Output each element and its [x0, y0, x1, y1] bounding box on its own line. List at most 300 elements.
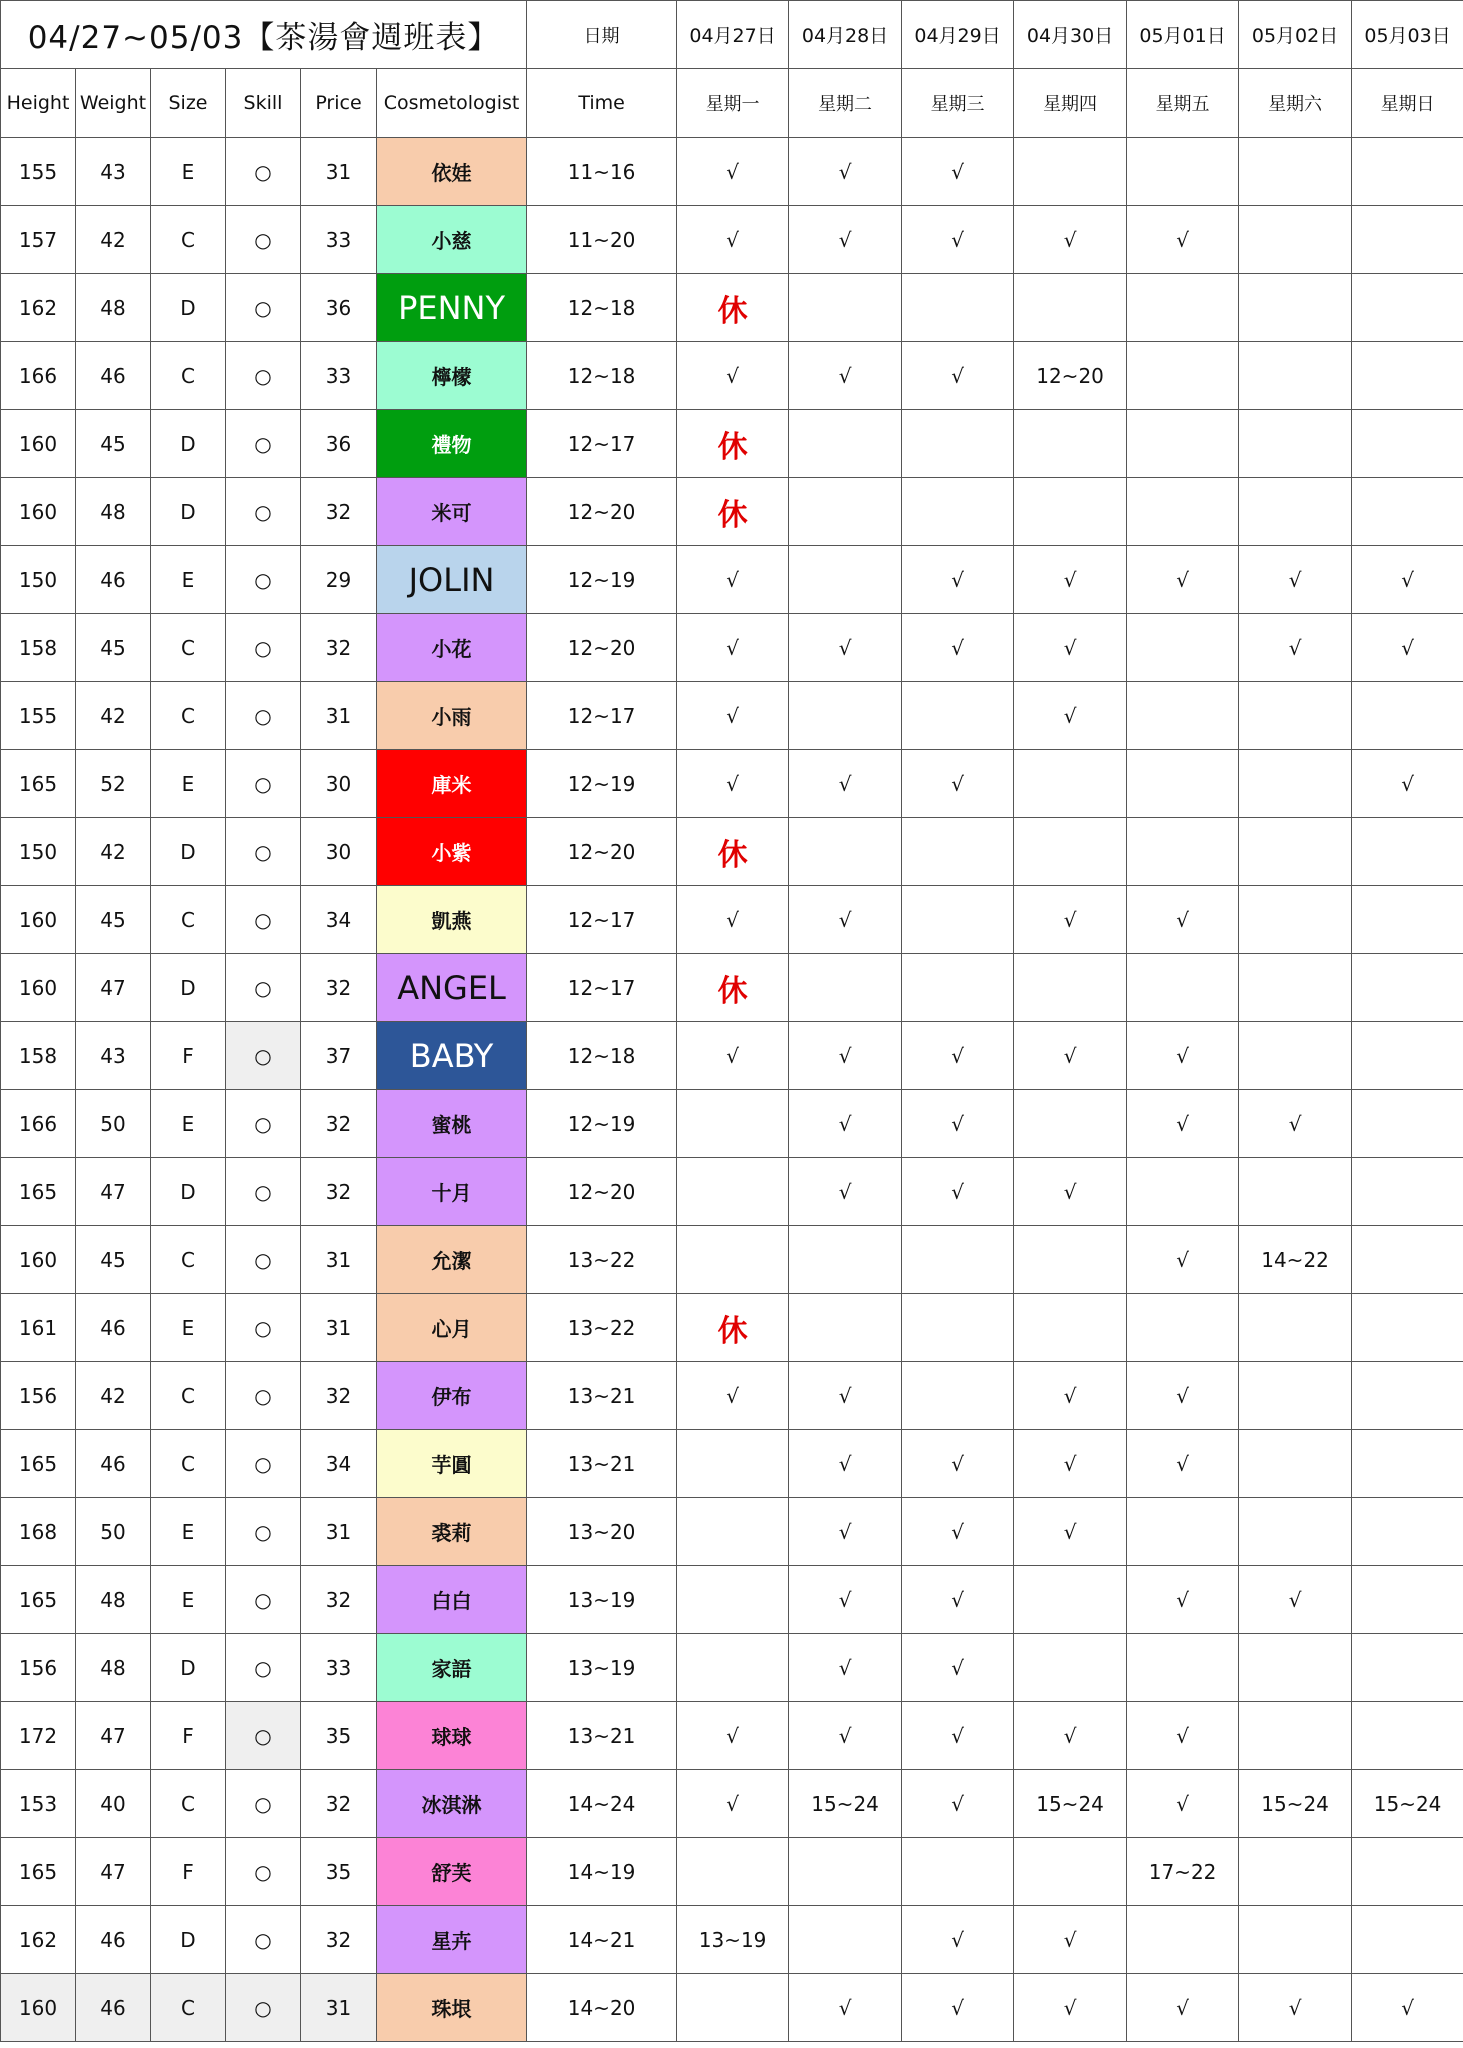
- day-cell: √: [789, 138, 902, 206]
- size-cell: C: [151, 1226, 226, 1294]
- weight-cell: 48: [76, 478, 151, 546]
- day-cell: [1014, 954, 1127, 1022]
- cosmetologist-name: 舒芙: [377, 1838, 527, 1906]
- height-cell: 156: [1, 1362, 76, 1430]
- weight-cell: 52: [76, 750, 151, 818]
- price-cell: 31: [301, 1226, 377, 1294]
- table-row: [1, 1498, 1463, 1566]
- day-cell: [902, 886, 1014, 954]
- table-row: [1, 478, 1463, 546]
- size-cell: D: [151, 1906, 226, 1974]
- table-row: [1, 1090, 1463, 1158]
- height-cell: 168: [1, 1498, 76, 1566]
- size-cell: D: [151, 1158, 226, 1226]
- day-cell: √: [1014, 1022, 1127, 1090]
- day-cell: [1352, 818, 1463, 886]
- day-cell: [1014, 1294, 1127, 1362]
- size-cell: E: [151, 1566, 226, 1634]
- table-row: [1, 682, 1463, 750]
- day-cell: [1014, 478, 1127, 546]
- day-cell: √: [1014, 1362, 1127, 1430]
- size-cell: C: [151, 1430, 226, 1498]
- day-cell: √: [902, 138, 1014, 206]
- weight-cell: 42: [76, 818, 151, 886]
- price-cell: 33: [301, 1634, 377, 1702]
- size-cell: F: [151, 1838, 226, 1906]
- size-cell: C: [151, 886, 226, 954]
- day-cell: [902, 478, 1014, 546]
- day-cell: [1014, 1090, 1127, 1158]
- height-cell: 165: [1, 750, 76, 818]
- day-cell: [1239, 750, 1352, 818]
- day-cell: √: [677, 342, 789, 410]
- size-cell: C: [151, 1362, 226, 1430]
- day-cell: [1352, 342, 1463, 410]
- height-cell: 160: [1, 954, 76, 1022]
- day-cell: √: [1014, 1974, 1127, 2042]
- day-cell: [1352, 1090, 1463, 1158]
- day-cell: [1239, 1702, 1352, 1770]
- day-cell: [1014, 138, 1127, 206]
- day-cell: [1239, 1498, 1352, 1566]
- size-cell: E: [151, 1294, 226, 1362]
- cosmetologist-name: 家語: [377, 1634, 527, 1702]
- time-cell: 12~18: [527, 274, 677, 342]
- day-cell: [1352, 478, 1463, 546]
- time-cell: 14~20: [527, 1974, 677, 2042]
- cosmetologist-name: 允潔: [377, 1226, 527, 1294]
- price-cell: 31: [301, 1498, 377, 1566]
- table-row: [1, 1906, 1463, 1974]
- day-cell: √: [677, 1702, 789, 1770]
- weight-cell: 50: [76, 1090, 151, 1158]
- weekday-header: 星期四: [1014, 69, 1127, 138]
- day-cell: [677, 1090, 789, 1158]
- price-cell: 37: [301, 1022, 377, 1090]
- skill-cell: ○: [226, 1566, 301, 1634]
- height-cell: 162: [1, 274, 76, 342]
- cosmetologist-name: 庫米: [377, 750, 527, 818]
- price-cell: 32: [301, 954, 377, 1022]
- height-cell: 166: [1, 1090, 76, 1158]
- price-cell: 31: [301, 1974, 377, 2042]
- time-cell: 12~19: [527, 750, 677, 818]
- table-row: [1, 1362, 1463, 1430]
- price-cell: 32: [301, 1362, 377, 1430]
- time-cell: 14~21: [527, 1906, 677, 1974]
- table-row: [1, 750, 1463, 818]
- day-cell: [902, 410, 1014, 478]
- cosmetologist-name: 檸檬: [377, 342, 527, 410]
- table-row: [1, 342, 1463, 410]
- day-cell: [1352, 274, 1463, 342]
- day-cell: 休: [677, 410, 789, 478]
- day-cell: √: [789, 1090, 902, 1158]
- day-cell: [1127, 954, 1239, 1022]
- skill-cell: ○: [226, 1430, 301, 1498]
- day-cell: √: [1014, 614, 1127, 682]
- day-cell: [1014, 410, 1127, 478]
- time-cell: 12~18: [527, 342, 677, 410]
- day-cell: [902, 274, 1014, 342]
- weight-cell: 40: [76, 1770, 151, 1838]
- day-cell: [1014, 1226, 1127, 1294]
- date-header: 05月03日: [1352, 1, 1463, 69]
- cosmetologist-name: 冰淇淋: [377, 1770, 527, 1838]
- day-cell: √: [1014, 1906, 1127, 1974]
- cosmetologist-name: 心月: [377, 1294, 527, 1362]
- skill-cell: ○: [226, 1702, 301, 1770]
- time-cell: 13~22: [527, 1294, 677, 1362]
- day-cell: [789, 1838, 902, 1906]
- height-cell: 165: [1, 1430, 76, 1498]
- time-cell: 12~18: [527, 1022, 677, 1090]
- time-cell: 14~24: [527, 1770, 677, 1838]
- height-cell: 150: [1, 546, 76, 614]
- cosmetologist-name: 白白: [377, 1566, 527, 1634]
- day-cell: [1352, 1498, 1463, 1566]
- price-cell: 32: [301, 1158, 377, 1226]
- height-cell: 160: [1, 410, 76, 478]
- day-cell: [1352, 206, 1463, 274]
- day-cell: √: [1127, 1770, 1239, 1838]
- day-cell: √: [789, 1566, 902, 1634]
- skill-cell: ○: [226, 1158, 301, 1226]
- day-cell: [1352, 1838, 1463, 1906]
- day-cell: [1352, 1906, 1463, 1974]
- day-cell: √: [1014, 886, 1127, 954]
- cosmetologist-name: 蜜桃: [377, 1090, 527, 1158]
- size-cell: D: [151, 1634, 226, 1702]
- table-row: [1, 1226, 1463, 1294]
- height-cell: 160: [1, 1226, 76, 1294]
- day-cell: [677, 1566, 789, 1634]
- skill-cell: ○: [226, 274, 301, 342]
- weight-cell: 47: [76, 1838, 151, 1906]
- height-cell: 158: [1, 614, 76, 682]
- day-cell: √: [1014, 206, 1127, 274]
- day-cell: √: [1127, 1430, 1239, 1498]
- day-cell: [1014, 750, 1127, 818]
- day-cell: √: [1127, 1022, 1239, 1090]
- time-cell: 12~17: [527, 682, 677, 750]
- weight-cell: 43: [76, 1022, 151, 1090]
- cosmetologist-name: 小雨: [377, 682, 527, 750]
- size-cell: F: [151, 1022, 226, 1090]
- price-cell: 35: [301, 1702, 377, 1770]
- day-cell: √: [902, 614, 1014, 682]
- skill-cell: ○: [226, 1838, 301, 1906]
- day-cell: [1352, 1226, 1463, 1294]
- size-cell: C: [151, 1974, 226, 2042]
- height-cell: 155: [1, 138, 76, 206]
- day-cell: [1014, 818, 1127, 886]
- day-cell: 13~19: [677, 1906, 789, 1974]
- day-cell: [1127, 1634, 1239, 1702]
- day-cell: [1127, 274, 1239, 342]
- size-cell: C: [151, 206, 226, 274]
- table-row: [1, 1566, 1463, 1634]
- weight-cell: 45: [76, 1226, 151, 1294]
- size-cell: D: [151, 410, 226, 478]
- column-header-weight: Weight: [76, 69, 151, 138]
- day-cell: √: [1352, 750, 1463, 818]
- cosmetologist-name: 球球: [377, 1702, 527, 1770]
- weight-cell: 42: [76, 1362, 151, 1430]
- weight-cell: 46: [76, 1430, 151, 1498]
- price-cell: 33: [301, 206, 377, 274]
- table-row: [1, 818, 1463, 886]
- day-cell: √: [677, 886, 789, 954]
- price-cell: 36: [301, 274, 377, 342]
- day-cell: [1127, 342, 1239, 410]
- price-cell: 32: [301, 1770, 377, 1838]
- price-cell: 30: [301, 750, 377, 818]
- cosmetologist-name: BABY: [377, 1022, 527, 1090]
- day-cell: 休: [677, 818, 789, 886]
- day-cell: √: [789, 1702, 902, 1770]
- skill-cell: ○: [226, 478, 301, 546]
- day-cell: √: [1352, 546, 1463, 614]
- day-cell: √: [677, 546, 789, 614]
- day-cell: [1239, 1022, 1352, 1090]
- price-cell: 34: [301, 1430, 377, 1498]
- height-cell: 153: [1, 1770, 76, 1838]
- price-cell: 31: [301, 1294, 377, 1362]
- day-cell: [1014, 1634, 1127, 1702]
- day-cell: [677, 1838, 789, 1906]
- price-cell: 32: [301, 1906, 377, 1974]
- day-cell: √: [902, 1566, 1014, 1634]
- day-cell: 休: [677, 478, 789, 546]
- day-cell: √: [902, 1702, 1014, 1770]
- header-row-columns: [1, 69, 1463, 138]
- weight-cell: 45: [76, 614, 151, 682]
- column-header-time: Time: [527, 69, 677, 138]
- time-cell: 13~19: [527, 1566, 677, 1634]
- cosmetologist-name: 十月: [377, 1158, 527, 1226]
- day-cell: √: [902, 1498, 1014, 1566]
- day-cell: √: [1127, 1566, 1239, 1634]
- height-cell: 160: [1, 886, 76, 954]
- day-cell: [1352, 886, 1463, 954]
- day-cell: √: [1014, 682, 1127, 750]
- time-cell: 12~20: [527, 818, 677, 886]
- day-cell: [1127, 138, 1239, 206]
- cosmetologist-name: 凱燕: [377, 886, 527, 954]
- day-cell: 15~24: [1014, 1770, 1127, 1838]
- height-cell: 156: [1, 1634, 76, 1702]
- skill-cell: ○: [226, 1090, 301, 1158]
- table-row: [1, 1974, 1463, 2042]
- table-row: [1, 614, 1463, 682]
- day-cell: [677, 1634, 789, 1702]
- day-cell: √: [902, 206, 1014, 274]
- day-cell: [789, 478, 902, 546]
- skill-cell: ○: [226, 886, 301, 954]
- price-cell: 32: [301, 614, 377, 682]
- skill-cell: ○: [226, 1770, 301, 1838]
- day-cell: √: [902, 1906, 1014, 1974]
- weight-cell: 46: [76, 342, 151, 410]
- cosmetologist-name: 小花: [377, 614, 527, 682]
- day-cell: [1239, 682, 1352, 750]
- skill-cell: ○: [226, 682, 301, 750]
- price-cell: 32: [301, 478, 377, 546]
- skill-cell: ○: [226, 1362, 301, 1430]
- weight-cell: 48: [76, 1566, 151, 1634]
- day-cell: [1352, 1566, 1463, 1634]
- day-cell: [1014, 1838, 1127, 1906]
- table-row: [1, 274, 1463, 342]
- day-cell: [1127, 410, 1239, 478]
- time-cell: 13~19: [527, 1634, 677, 1702]
- day-cell: 休: [677, 1294, 789, 1362]
- day-cell: √: [789, 750, 902, 818]
- day-cell: [902, 1226, 1014, 1294]
- day-cell: [902, 818, 1014, 886]
- time-cell: 11~16: [527, 138, 677, 206]
- weight-cell: 45: [76, 410, 151, 478]
- day-cell: √: [1127, 1974, 1239, 2042]
- day-cell: [1352, 954, 1463, 1022]
- height-cell: 155: [1, 682, 76, 750]
- day-cell: [1352, 1430, 1463, 1498]
- price-cell: 31: [301, 138, 377, 206]
- table-row: [1, 1702, 1463, 1770]
- table-row: [1, 1022, 1463, 1090]
- day-cell: [789, 682, 902, 750]
- time-cell: 12~19: [527, 1090, 677, 1158]
- day-cell: 休: [677, 954, 789, 1022]
- day-cell: √: [1014, 1498, 1127, 1566]
- day-cell: 14~22: [1239, 1226, 1352, 1294]
- day-cell: √: [677, 1362, 789, 1430]
- day-cell: √: [789, 1430, 902, 1498]
- price-cell: 29: [301, 546, 377, 614]
- size-cell: D: [151, 818, 226, 886]
- size-cell: D: [151, 954, 226, 1022]
- date-header: 04月30日: [1014, 1, 1127, 69]
- skill-cell: ○: [226, 614, 301, 682]
- day-cell: √: [902, 1158, 1014, 1226]
- day-cell: [789, 274, 902, 342]
- day-cell: √: [789, 1362, 902, 1430]
- size-cell: F: [151, 1702, 226, 1770]
- size-cell: E: [151, 138, 226, 206]
- weight-cell: 46: [76, 1294, 151, 1362]
- day-cell: [789, 818, 902, 886]
- day-cell: [1239, 818, 1352, 886]
- height-cell: 165: [1, 1566, 76, 1634]
- cosmetologist-name: PENNY: [377, 274, 527, 342]
- table-row: [1, 1770, 1463, 1838]
- column-header-skill: Skill: [226, 69, 301, 138]
- cosmetologist-name: 裘莉: [377, 1498, 527, 1566]
- time-cell: 13~21: [527, 1362, 677, 1430]
- day-cell: √: [1014, 1702, 1127, 1770]
- day-cell: [789, 546, 902, 614]
- table-row: [1, 1158, 1463, 1226]
- weekday-header: 星期六: [1239, 69, 1352, 138]
- skill-cell: ○: [226, 546, 301, 614]
- header-row-dates: [1, 1, 1463, 69]
- day-cell: √: [1239, 614, 1352, 682]
- height-cell: 158: [1, 1022, 76, 1090]
- day-cell: √: [789, 342, 902, 410]
- day-cell: [1127, 1158, 1239, 1226]
- day-cell: [1239, 886, 1352, 954]
- size-cell: E: [151, 1498, 226, 1566]
- column-header-height: Height: [1, 69, 76, 138]
- day-cell: [677, 1158, 789, 1226]
- cosmetologist-name: 小慈: [377, 206, 527, 274]
- day-cell: √: [677, 206, 789, 274]
- time-cell: 12~17: [527, 886, 677, 954]
- day-cell: √: [1239, 1566, 1352, 1634]
- table-row: [1, 1838, 1463, 1906]
- table-row: [1, 1430, 1463, 1498]
- day-cell: √: [1352, 614, 1463, 682]
- day-cell: [1239, 1634, 1352, 1702]
- day-cell: √: [902, 1634, 1014, 1702]
- day-cell: √: [1352, 1974, 1463, 2042]
- day-cell: √: [789, 1158, 902, 1226]
- day-cell: [1127, 682, 1239, 750]
- day-cell: [1352, 1702, 1463, 1770]
- height-cell: 160: [1, 1974, 76, 2042]
- time-cell: 11~20: [527, 206, 677, 274]
- day-cell: [1352, 1158, 1463, 1226]
- day-cell: √: [1127, 886, 1239, 954]
- cosmetologist-name: 小紫: [377, 818, 527, 886]
- day-cell: [1352, 1634, 1463, 1702]
- table-row: [1, 1634, 1463, 1702]
- skill-cell: ○: [226, 750, 301, 818]
- day-cell: [1352, 138, 1463, 206]
- time-cell: 12~17: [527, 410, 677, 478]
- day-cell: [1127, 750, 1239, 818]
- time-cell: 12~19: [527, 546, 677, 614]
- column-header-price: Price: [301, 69, 377, 138]
- skill-cell: ○: [226, 954, 301, 1022]
- day-cell: √: [789, 886, 902, 954]
- day-cell: [1239, 138, 1352, 206]
- skill-cell: ○: [226, 1022, 301, 1090]
- table-row: [1, 206, 1463, 274]
- day-cell: [789, 1906, 902, 1974]
- height-cell: 166: [1, 342, 76, 410]
- date-header: 05月01日: [1127, 1, 1239, 69]
- height-cell: 150: [1, 818, 76, 886]
- day-cell: √: [902, 1022, 1014, 1090]
- day-cell: [1239, 1362, 1352, 1430]
- day-cell: [1127, 614, 1239, 682]
- day-cell: √: [1127, 1702, 1239, 1770]
- day-cell: √: [1239, 1974, 1352, 2042]
- weight-cell: 46: [76, 1974, 151, 2042]
- size-cell: E: [151, 1090, 226, 1158]
- day-cell: √: [1127, 206, 1239, 274]
- date-header: 04月28日: [789, 1, 902, 69]
- time-cell: 14~19: [527, 1838, 677, 1906]
- cosmetologist-name: 米可: [377, 478, 527, 546]
- day-cell: √: [1127, 1226, 1239, 1294]
- weekday-header: 星期日: [1352, 69, 1463, 138]
- price-cell: 32: [301, 1566, 377, 1634]
- day-cell: 15~24: [1352, 1770, 1463, 1838]
- day-cell: [1352, 682, 1463, 750]
